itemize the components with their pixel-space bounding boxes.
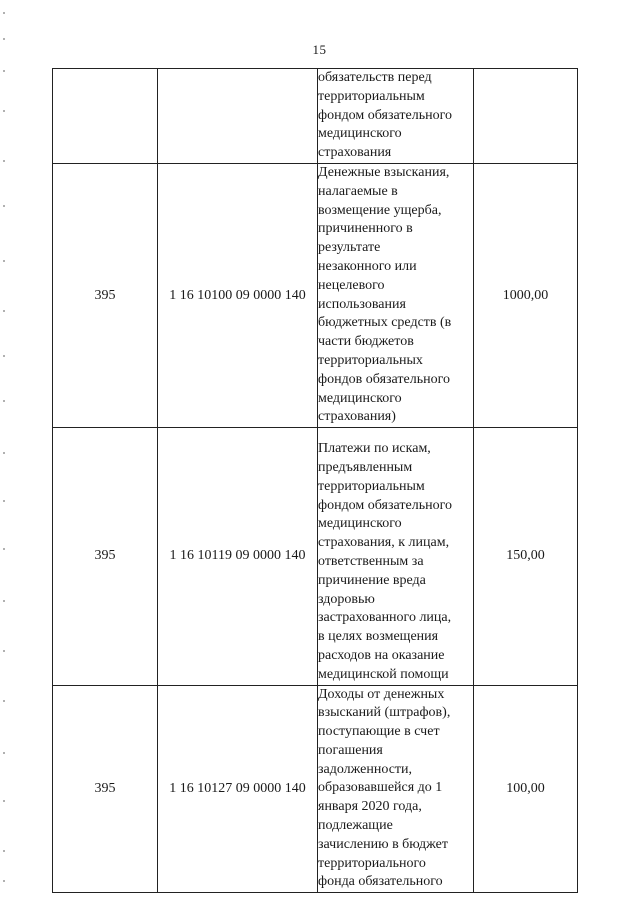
description-line: здоровью (318, 591, 375, 607)
description-line: возмещение ущерба, (318, 202, 442, 218)
description-line: фондом обязательного (318, 497, 452, 513)
description-line: территориальным (318, 88, 425, 104)
description-line: медицинского (318, 390, 402, 406)
description-line: фондом обязательного (318, 107, 452, 123)
amount-cell: 150,00 (474, 428, 578, 685)
revenue-codes-table (52, 68, 578, 893)
amount-cell: 100,00 (474, 685, 578, 893)
admin-code-cell: 395 (53, 428, 158, 685)
description-line: бюджетных средств (в (318, 315, 452, 331)
description-line: ответственным за (318, 553, 424, 569)
description-line: страхования) (318, 409, 396, 425)
description-line: медицинской помощи (318, 666, 449, 682)
scan-margin-specks (3, 0, 6, 905)
description-line: подлежащие (318, 818, 393, 834)
description-line: причинение вреда (318, 572, 426, 588)
description-line: обязательств перед (318, 70, 432, 85)
description-line: Платежи по искам, (318, 441, 431, 457)
description-line: в целях возмещения (318, 629, 439, 645)
description-cell (318, 685, 474, 893)
description-line: задолженности, (318, 761, 413, 777)
description-line: фондов обязательного (318, 371, 450, 387)
description-line: части бюджетов (318, 334, 414, 350)
description-cell (318, 69, 474, 164)
kbk-code-cell: 1 16 10119 09 0000 140 (158, 428, 318, 685)
description-line: предъявленным (318, 459, 413, 475)
description-line: января 2020 года, (318, 799, 422, 815)
description-cell (318, 163, 474, 427)
description-line: погашения (318, 742, 383, 758)
description-cell (318, 428, 474, 685)
description-line: территориального (318, 855, 426, 871)
amount-cell (474, 69, 578, 164)
kbk-code-cell: 1 16 10127 09 0000 140 (158, 685, 318, 893)
admin-code-cell: 395 (53, 163, 158, 427)
table-row (53, 163, 578, 427)
description-line: образовавшейся до 1 (318, 780, 443, 796)
kbk-code-cell: 1 16 10100 09 0000 140 (158, 163, 318, 427)
description-line: страхования, к лицам, (318, 535, 450, 551)
table-row (53, 69, 578, 164)
description-line: территориальных (318, 352, 423, 368)
description-line: медицинского (318, 126, 402, 142)
description-line: Доходы от денежных (318, 686, 445, 702)
description-line: медицинского (318, 516, 402, 532)
admin-code-cell: 395 (53, 685, 158, 893)
description-line: налагаемые в (318, 183, 398, 199)
description-line: использования (318, 296, 406, 312)
description-line: территориальным (318, 478, 425, 494)
description-line: взысканий (штрафов), (318, 705, 451, 721)
description-line: результате (318, 240, 381, 256)
description-line: фонда обязательного (318, 874, 443, 890)
description-line: зачислению в бюджет (318, 836, 448, 852)
description-line: Денежные взыскания, (318, 164, 450, 180)
table-row (53, 685, 578, 893)
description-line: незаконного или (318, 258, 417, 274)
description-line: расходов на оказание (318, 647, 445, 663)
kbk-code-cell (158, 69, 318, 164)
description-line: причиненного в (318, 221, 413, 237)
description-line: застрахованного лица, (318, 610, 452, 626)
page-number: 15 (312, 42, 327, 57)
admin-code-cell (53, 69, 158, 164)
description-line: нецелевого (318, 277, 385, 293)
description-line: поступающие в счет (318, 724, 440, 740)
description-line: страхования (318, 145, 392, 161)
amount-cell: 1000,00 (474, 163, 578, 427)
table-row (53, 428, 578, 685)
